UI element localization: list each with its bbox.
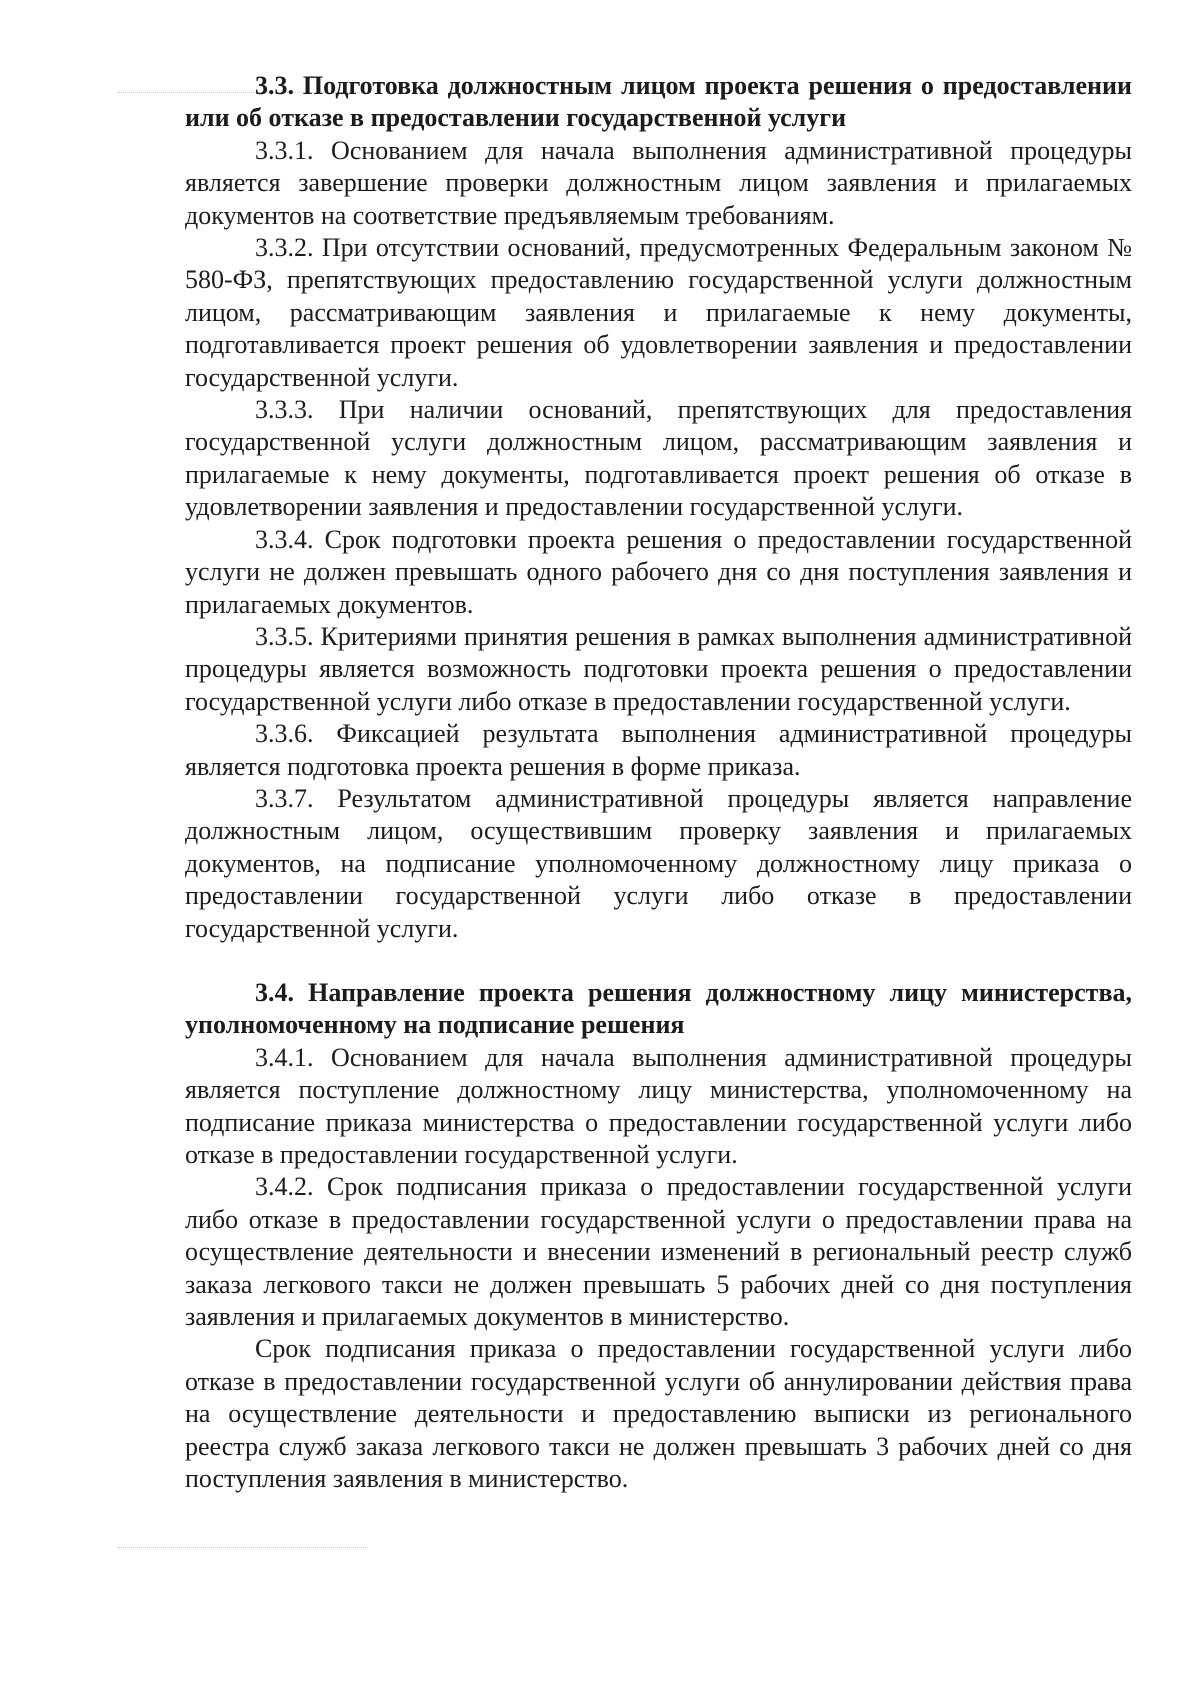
paragraph: Срок подписания приказа о предоставлении государственной услуги либо отказе в предоставлении государственной услуги об аннулировании действия права на осуществление деятельности и предоставлению выписки из регионального реестра служб заказа легкового такси не должен превышать 3 рабочих дней со дня поступления заявления в министерство. <box>185 1334 1132 1494</box>
paragraph: 3.4.2. Срок подписания приказа о предоставлении государственной услуги либо отказе в предоставлении государственной услуги о предоставлении права на осуществление деятельности и внесении изменений в региональный реестр служб заказа легкового такси не должен превышать 5 рабочих дней со дня поступления заявления и прилагаемых документов в министерство. <box>185 1172 1132 1332</box>
section-heading: 3.3. Подготовка должностным лицом проекта решения о предоставлении или об отказе в предоставлении государственной услуги <box>185 71 1132 133</box>
paragraph: 3.3.7. Результатом административной процедуры является направление должностным лицом, осуществившим проверку заявления и прилагаемых документов, на подписание уполномоченному должностному лицу приказа о предоставлении государственной услуги либо отказе в предоставлении государственной услуги. <box>185 783 1132 943</box>
paragraph: 3.3.4. Срок подготовки проекта решения о предоставлении государственной услуги не должен превышать одного рабочего дня со дня поступления заявления и прилагаемых документов. <box>185 524 1132 619</box>
document-body <box>185 70 1132 1495</box>
paragraph: 3.3.2. При отсутствии оснований, предусмотренных Федеральным законом № 580-ФЗ, препятствующих предоставлению государственной услуги должностным лицом, рассматривающим заявления и прилагаемые к нему документы, подготавливается проект решения об удовлетворении заявления и предоставлении государственной услуги. <box>185 233 1132 392</box>
paragraph: 3.3.5. Критериями принятия решения в рамках выполнения административной процедуры является возможность подготовки проекта решения о предоставлении государственной услуги либо отказе в предоставлении государственной услуги. <box>185 621 1132 716</box>
scan-artifact <box>118 1547 368 1549</box>
paragraph: 3.3.6. Фиксацией результата выполнения административной процедуры является подготовка проекта решения в форме приказа. <box>185 719 1132 781</box>
paragraph: 3.4.1. Основанием для начала выполнения административной процедуры является поступление должностному лицу министерства, уполномоченному на подписание приказа министерства о предоставлении государственной услуги либо отказе в предоставлении государственной услуги. <box>185 1042 1132 1169</box>
paragraph: 3.3.1. Основанием для начала выполнения административной процедуры является завершение проверки должностным лицом заявления и прилагаемых документов на соответствие предъявляемым требованиям. <box>185 135 1132 230</box>
section-spacer <box>185 945 1132 977</box>
paragraph: 3.3.3. При наличии оснований, препятствующих для предоставления государственной услуги должностным лицом, рассматривающим заявления и прилагаемые к нему документы, подготавливается проект решения об отказе в удовлетворении заявления и предоставлении государственной услуги. <box>185 395 1132 522</box>
section-heading: 3.4. Направление проекта решения должностному лицу министерства, уполномоченному на подписание решения <box>185 977 1132 1040</box>
